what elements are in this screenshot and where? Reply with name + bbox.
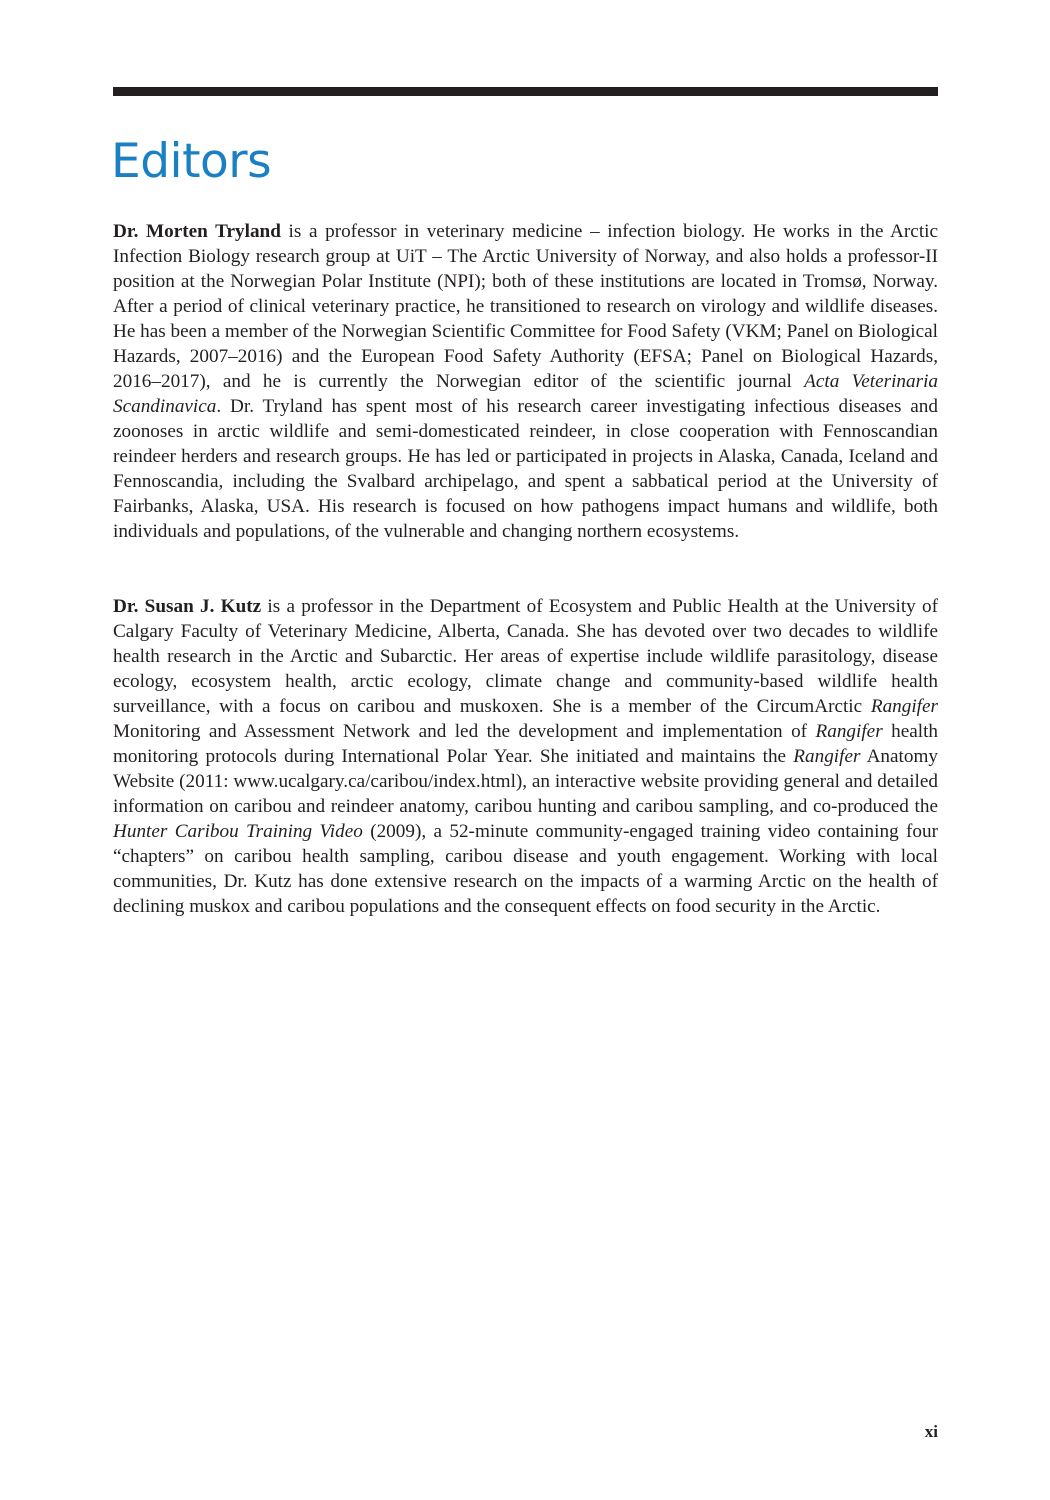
bio-text: (2009), a 52-minute community-engaged training video containing four “chapters” on caribou health sampling, caribou disease and youth engagement. Working with local communities, Dr. Kutz has done extensive research on the impacts of a warming Arctic on the health of declining muskox and caribou populations and the consequent effects on food security in the Arctic. xyxy=(113,821,938,917)
bio-text: health monitoring protocols during International Polar Year. She initiated and maintains the xyxy=(113,721,938,767)
page-number: xi xyxy=(924,1422,938,1441)
top-rule xyxy=(113,87,938,96)
italic-term: Rangifer xyxy=(793,746,861,767)
editor-bio-tryland xyxy=(113,219,938,544)
italic-term: Rangifer xyxy=(870,696,938,717)
bio-text: is a professor in veterinary medicine – infection biology. He works in the Arctic Infection Biology research group at UiT – The Arctic University of Norway, and also holds a professor-II position at the Norwegian Polar Institute (NPI); both of these institutions are located in Tromsø, Norway. After a period of clinical veterinary practice, he transitioned to research on virology and wildlife diseases. He has been a member of the Norwegian Scientific Committee for Food Safety (VKM; Panel on Biological Hazards, 2007–2016) and the European Food Safety Authority (EFSA; Panel on Biological Hazards, 2016–2017), and he is currently the Norwegian editor of the scientific journal xyxy=(113,221,939,392)
italic-term: Rangifer xyxy=(815,721,883,742)
bio-text: Monitoring and Assessment Network and led the development and implementation of xyxy=(113,721,816,742)
video-title: Hunter Caribou Training Video xyxy=(113,821,363,842)
editor-bio-kutz xyxy=(113,594,938,919)
journal-title: Acta Veterinaria Scandinavica xyxy=(113,371,939,417)
section-heading: Editors xyxy=(111,134,272,189)
bio-text: . Dr. Tryland has spent most of his research career investigating infectious diseases and zoonoses in arctic wildlife and semi-domesticated reindeer, in close cooperation with Fennoscandian reindeer herders and research groups. He has led or participated in projects in Alaska, Canada, Iceland and Fennoscandia, including the Svalbard archipelago, and spent a sabbatical period at the University of Fairbanks, Alaska, USA. His research is focused on how pathogens impact humans and wildlife, both individuals and populations, of the vulnerable and changing northern ecosystems. xyxy=(113,396,938,542)
bio-text: Anatomy Website (2011: www.ucalgary.ca/caribou/index.html), an interactive website providing general and detailed information on caribou and reindeer anatomy, caribou hunting and caribou sampling, and co-produced the xyxy=(113,746,938,817)
editor-name: Dr. Morten Tryland xyxy=(113,221,281,242)
editor-name: Dr. Susan J. Kutz xyxy=(113,596,262,617)
bio-text: is a professor in the Department of Ecosystem and Public Health at the University of Calgary Faculty of Veterinary Medicine, Alberta, Canada. She has devoted over two decades to wildlife health research in the Arctic and Subarctic. Her areas of expertise include wildlife parasitology, disease ecology, ecosystem health, arctic ecology, climate change and community-based wildlife health surveillance, with a focus on caribou and muskoxen. She is a member of the CircumArctic xyxy=(113,596,938,717)
